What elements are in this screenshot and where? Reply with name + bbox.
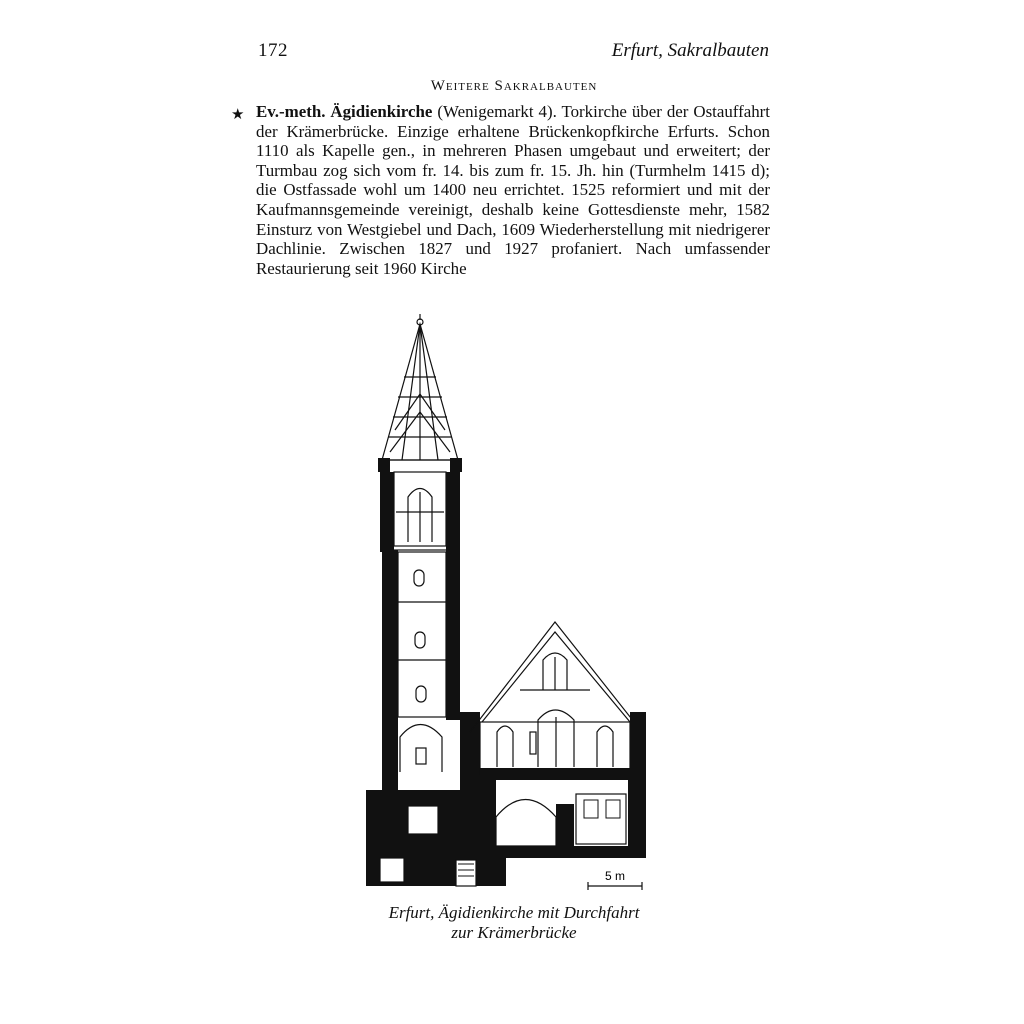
page-number: 172 <box>258 40 288 61</box>
section-heading: Weitere Sakralbauten <box>430 78 598 94</box>
running-title: Erfurt, Sakralbauten <box>611 40 769 61</box>
scale-label: 5 m <box>604 869 626 883</box>
figure-caption <box>258 903 770 943</box>
church-section-drawing <box>360 312 660 897</box>
scale-bar <box>588 869 642 890</box>
entry-title: Ev.-meth. Ägidienkirche <box>256 102 433 121</box>
entry-description: (Wenigemarkt 4). Torkirche über der Ostauffahrt der Krämerbrücke. Einzige erhaltene Brückenkopfkirche Erfurts. Schon 1110 als Kapelle gen., in mehreren Phasen umgebaut und erweitert; der Turmbau zog sich vom fr. 14. bis zum fr. 15. Jh. hin (Turmhelm 1415 d); die Ostfassade wohl um 1400 neu errichtet. 1525 reformiert und mit der Kaufmannsgemeinde vereinigt, deshalb keine Gottesdienste mehr, 1582 Einsturz von Westgiebel und Dach, 1609 Wiederherstellung mit niedrigerer Dachlinie. Zwischen 1827 und 1927 profaniert. Nach umfassender Restaurierung seit 1960 Kirche <box>256 102 770 278</box>
entry-text <box>256 102 770 278</box>
caption-line-2: zur Krämerbrücke <box>451 923 577 942</box>
caption-line-1: Erfurt, Ägidienkirche mit Durchfahrt <box>388 903 640 922</box>
star-icon: ★ <box>231 107 245 123</box>
